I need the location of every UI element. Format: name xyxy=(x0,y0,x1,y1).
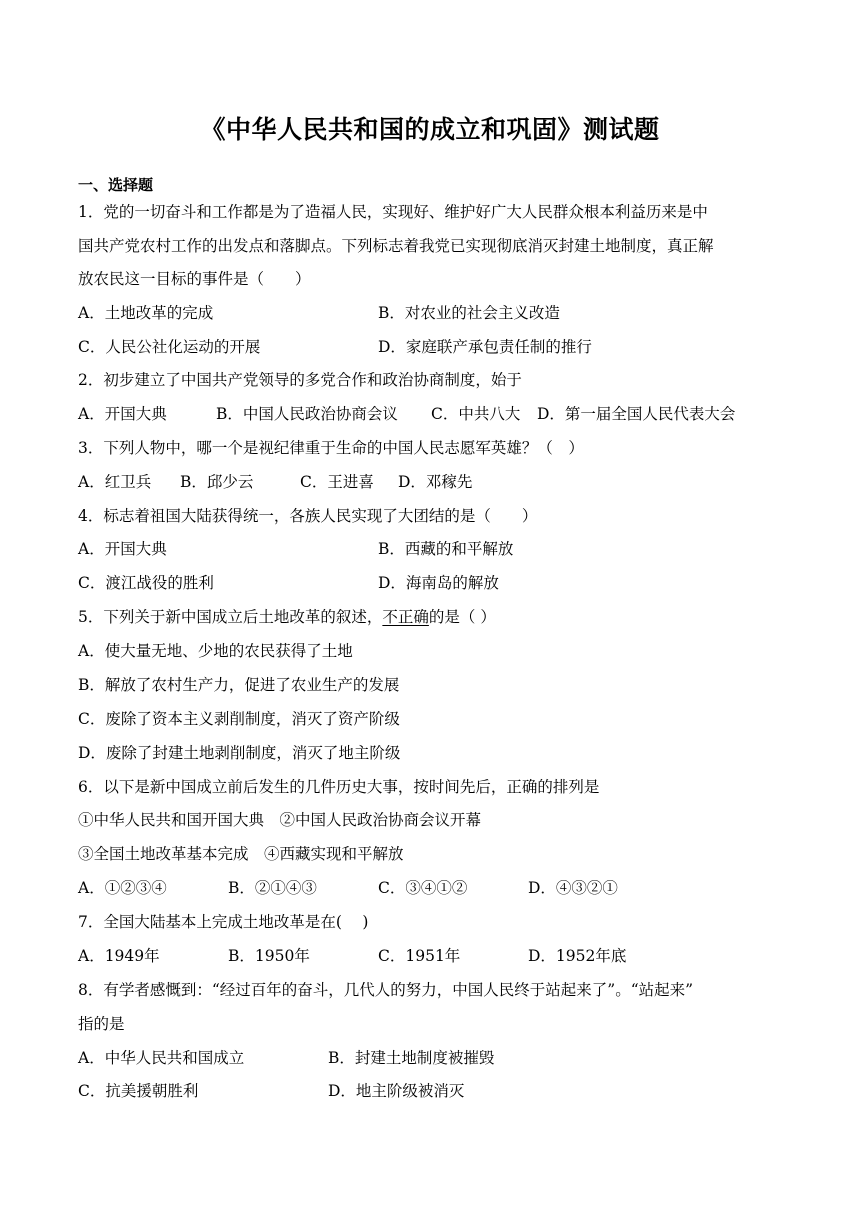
question-6-stem: 6．以下是新中国成立前后发生的几件历史大事，按时间先后，正确的排列是 xyxy=(78,778,600,796)
question-5-stem-suffix: 的是（ ） xyxy=(428,608,496,626)
question-2-option-a: A．开国大典 xyxy=(78,405,167,423)
question-2-option-d: D．第一届全国人民代表大会 xyxy=(537,405,736,423)
question-2-option-b: B．中国人民政治协商会议 xyxy=(216,405,398,423)
question-2-stem: 2．初步建立了中国共产党领导的多党合作和政治协商制度，始于 xyxy=(78,371,522,389)
question-7-option-a: A．1949年 xyxy=(78,947,160,965)
section-heading: 一、选择题 xyxy=(78,176,154,194)
question-3-option-c: C．王进喜 xyxy=(300,473,374,491)
question-8-option-b: B．封建土地制度被摧毁 xyxy=(328,1049,495,1067)
page-title: 《中华人民共和国的成立和巩固》测试题 xyxy=(200,115,660,144)
question-3-option-d: D．邓稼先 xyxy=(398,473,473,491)
question-4-option-a: A．开国大典 xyxy=(78,540,167,558)
question-8-stem-line-2: 指的是 xyxy=(78,1015,125,1033)
question-1-option-c: C．人民公社化运动的开展 xyxy=(78,338,261,356)
question-6-events-line-1: ①中华人民共和国开国大典 ②中国人民政治协商会议开幕 xyxy=(78,811,482,829)
question-5-option-a: A．使大量无地、少地的农民获得了土地 xyxy=(78,642,353,660)
question-5-option-d: D．废除了封建土地剥削制度，消灭了地主阶级 xyxy=(78,744,401,762)
question-7-option-c: C．1951年 xyxy=(378,947,461,965)
question-6-option-b: B．②①④③ xyxy=(228,879,317,897)
question-6-option-a: A．①②③④ xyxy=(78,879,167,897)
question-8-stem-line-1: 8．有学者感慨到：“经过百年的奋斗，几代人的努力，中国人民终于站起来了”。“站起来” xyxy=(78,981,694,999)
question-7-option-d: D．1952年底 xyxy=(528,947,627,965)
question-6-option-d: D．④③②① xyxy=(528,879,618,897)
question-3-option-a: A．红卫兵 xyxy=(78,473,152,491)
question-1-stem-line-1: 1．党的一切奋斗和工作都是为了造福人民，实现好、维护好广大人民群众根本利益历来是中 xyxy=(78,203,708,221)
question-5-option-c: C．废除了资本主义剥削制度，消灭了资产阶级 xyxy=(78,710,400,728)
question-1-stem-line-2: 国共产党农村工作的出发点和落脚点。下列标志着我党已实现彻底消灭封建土地制度，真正解 xyxy=(78,237,714,255)
question-3-option-b: B．邱少云 xyxy=(180,473,254,491)
question-8-option-c: C．抗美援朝胜利 xyxy=(78,1082,199,1100)
question-8-option-d: D．地主阶级被消灭 xyxy=(328,1082,465,1100)
question-5-option-b: B．解放了农村生产力，促进了农业生产的发展 xyxy=(78,676,400,694)
question-6-events-line-2: ③全国土地改革基本完成 ④西藏实现和平解放 xyxy=(78,845,404,863)
question-4-option-d: D．海南岛的解放 xyxy=(378,574,499,592)
question-8-option-a: A．中华人民共和国成立 xyxy=(78,1049,245,1067)
question-4-option-b: B．西藏的和平解放 xyxy=(378,540,514,558)
question-1-stem-line-3: 放农民这一目标的事件是（ ） xyxy=(78,270,311,288)
question-4-option-c: C．渡江战役的胜利 xyxy=(78,574,214,592)
question-1-option-b: B．对农业的社会主义改造 xyxy=(378,304,560,322)
question-5-stem-emphasis: 不正确 xyxy=(382,608,429,626)
question-4-stem: 4．标志着祖国大陆获得统一，各族人民实现了大团结的是（ ） xyxy=(78,507,538,525)
question-3-stem: 3．下列人物中，哪一个是视纪律重于生命的中国人民志愿军英雄？（ ） xyxy=(78,439,584,457)
question-5-stem-prefix: 5．下列关于新中国成立后土地改革的叙述， xyxy=(78,608,383,626)
question-2-option-c: C．中共八大 xyxy=(431,405,521,423)
question-1-option-a: A．土地改革的完成 xyxy=(78,304,214,322)
question-6-option-c: C．③④①② xyxy=(378,879,468,897)
question-1-option-d: D．家庭联产承包责任制的推行 xyxy=(378,338,592,356)
question-7-option-b: B．1950年 xyxy=(228,947,310,965)
question-7-stem: 7．全国大陆基本上完成土地改革是在( ) xyxy=(78,913,369,931)
question-5-stem xyxy=(78,607,496,627)
